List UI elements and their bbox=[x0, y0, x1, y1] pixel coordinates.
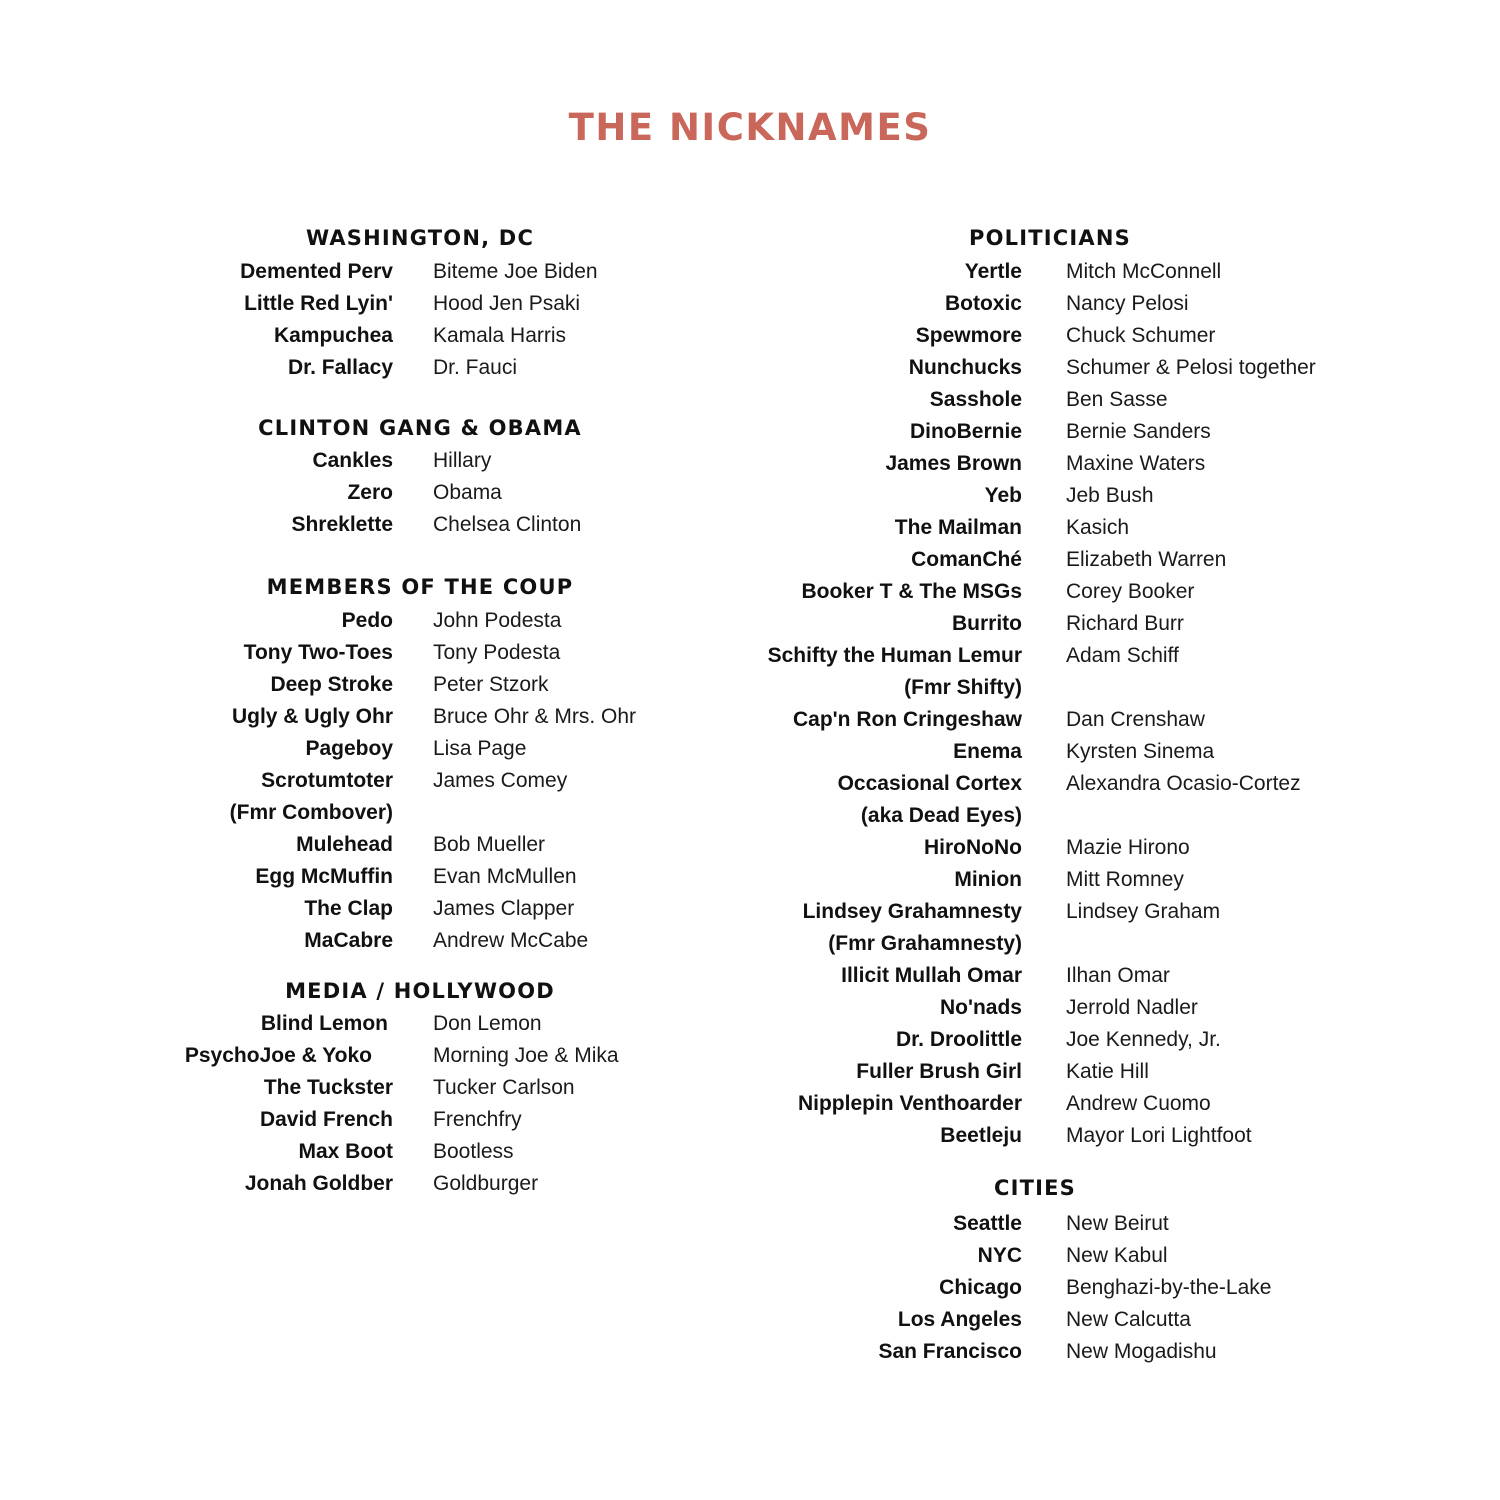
nickname-row bbox=[0, 480, 1154, 512]
real-name: Maxine Waters bbox=[1066, 452, 1206, 475]
real-name: Lisa Page bbox=[433, 737, 527, 760]
nickname: Cankles bbox=[312, 449, 393, 472]
real-name: Goldburger bbox=[433, 1172, 539, 1195]
nickname: (Fmr Grahamnesty) bbox=[828, 932, 1022, 955]
real-name: Benghazi-by-the-Lake bbox=[1066, 1276, 1272, 1299]
real-name: Tony Podesta bbox=[433, 641, 561, 664]
real-name: Chelsea Clinton bbox=[433, 513, 582, 536]
real-name: Dr. Fauci bbox=[433, 356, 518, 379]
nickname: Deep Stroke bbox=[270, 673, 393, 696]
nickname: HiroNoNo bbox=[924, 836, 1022, 859]
real-name: Biteme Joe Biden bbox=[433, 260, 598, 283]
section-heading-coup: MEMBERS OF THE COUP bbox=[266, 575, 574, 599]
nickname-row bbox=[0, 704, 1205, 736]
nickname-row bbox=[0, 672, 1022, 704]
nickname: Dr. Droolittle bbox=[895, 1028, 1022, 1051]
real-name: Hood Jen Psaki bbox=[433, 292, 581, 315]
nickname-row bbox=[0, 1272, 1272, 1304]
section-heading-clinton: CLINTON GANG & OBAMA bbox=[258, 416, 582, 440]
nickname: Kampuchea bbox=[273, 324, 393, 347]
real-name: Katie Hill bbox=[1066, 1060, 1149, 1083]
nickname: Pageboy bbox=[305, 737, 393, 760]
nickname-row bbox=[0, 960, 1170, 992]
nickname: Spewmore bbox=[915, 324, 1022, 347]
real-name: Adam Schiff bbox=[1066, 644, 1179, 667]
real-name: Elizabeth Warren bbox=[1066, 548, 1227, 571]
nickname: Mulehead bbox=[296, 833, 393, 856]
nickname-row bbox=[0, 800, 1022, 832]
nickname: Minion bbox=[954, 868, 1022, 891]
real-name: New Calcutta bbox=[1066, 1308, 1191, 1331]
nickname: Burrito bbox=[952, 612, 1022, 635]
nickname: NYC bbox=[977, 1244, 1022, 1267]
real-name: Hillary bbox=[433, 449, 492, 472]
nickname-row bbox=[0, 288, 1189, 320]
nickname: Illicit Mullah Omar bbox=[841, 964, 1022, 987]
real-name: Alexandra Ocasio-Cortez bbox=[1066, 772, 1301, 795]
real-name: Bernie Sanders bbox=[1066, 420, 1211, 443]
nickname-row bbox=[0, 544, 1227, 576]
nickname-row bbox=[0, 384, 1168, 416]
real-name: Obama bbox=[433, 481, 502, 504]
real-name: New Kabul bbox=[1066, 1244, 1168, 1267]
nickname: DinoBernie bbox=[909, 420, 1022, 443]
section-heading-media: MEDIA / HOLLYWOOD bbox=[285, 979, 555, 1003]
nickname-row bbox=[0, 448, 1206, 480]
real-name: Lindsey Graham bbox=[1066, 900, 1221, 923]
nickname: No'nads bbox=[939, 996, 1022, 1019]
nickname: Fuller Brush Girl bbox=[856, 1060, 1022, 1083]
nickname: Jonah Goldber bbox=[244, 1172, 393, 1195]
nickname-row bbox=[0, 832, 1190, 864]
nickname: PsychoJoe & Yoko bbox=[184, 1044, 372, 1067]
real-name: Tucker Carlson bbox=[433, 1076, 575, 1099]
nickname: Enema bbox=[953, 740, 1022, 763]
nickname: Yertle bbox=[964, 260, 1022, 283]
real-name: Joe Kennedy, Jr. bbox=[1066, 1028, 1221, 1051]
nickname: Schifty the Human Lemur bbox=[767, 644, 1022, 667]
nickname-row bbox=[0, 320, 1216, 352]
nickname: Lindsey Grahamnesty bbox=[802, 900, 1022, 923]
nickname: San Francisco bbox=[878, 1340, 1022, 1363]
nickname: The Tuckster bbox=[263, 1076, 393, 1099]
nickname-row bbox=[0, 416, 1211, 448]
nickname: Nunchucks bbox=[908, 356, 1022, 379]
nickname-row bbox=[0, 1088, 1211, 1120]
real-name: Peter Stzork bbox=[433, 673, 549, 696]
nickname: The Mailman bbox=[894, 516, 1022, 539]
real-name: Mitt Romney bbox=[1066, 868, 1184, 891]
real-name: Don Lemon bbox=[433, 1012, 542, 1035]
nickname: Yeb bbox=[984, 484, 1022, 507]
nickname: (Fmr Shifty) bbox=[904, 676, 1022, 699]
real-name: Bob Mueller bbox=[433, 833, 546, 856]
nickname: James Brown bbox=[885, 452, 1022, 475]
nickname: Chicago bbox=[939, 1276, 1022, 1299]
real-name: Mitch McConnell bbox=[1066, 260, 1222, 283]
nickname-row bbox=[0, 1168, 539, 1200]
real-name: New Beirut bbox=[1066, 1212, 1169, 1235]
nickname: Little Red Lyin' bbox=[244, 292, 393, 315]
nickname: Pedo bbox=[341, 609, 393, 632]
real-name: Ilhan Omar bbox=[1066, 964, 1170, 987]
nickname: Scrotumtoter bbox=[261, 769, 393, 792]
nickname-row bbox=[0, 928, 1022, 960]
nickname-row bbox=[0, 352, 1316, 384]
nickname: Egg McMuffin bbox=[255, 865, 393, 888]
nickname: Shreklette bbox=[291, 513, 393, 536]
nickname: Booker T & The MSGs bbox=[801, 580, 1022, 603]
nickname: (aka Dead Eyes) bbox=[860, 804, 1022, 827]
real-name: Bootless bbox=[433, 1140, 514, 1163]
nickname: Seattle bbox=[953, 1212, 1022, 1235]
nickname: Occasional Cortex bbox=[837, 772, 1022, 795]
nickname-row bbox=[0, 576, 1195, 608]
nickname-row bbox=[0, 1024, 1221, 1056]
nickname-row bbox=[0, 256, 1222, 288]
nickname-row bbox=[0, 1056, 1149, 1088]
nickname-row bbox=[0, 768, 1301, 800]
real-name: Corey Booker bbox=[1066, 580, 1195, 603]
nickname-row bbox=[0, 640, 1179, 672]
real-name: Nancy Pelosi bbox=[1066, 292, 1189, 315]
nickname-row bbox=[0, 992, 1198, 1024]
real-name: Richard Burr bbox=[1066, 612, 1184, 635]
real-name: Bruce Ohr & Mrs. Ohr bbox=[433, 705, 637, 728]
nickname: The Clap bbox=[304, 897, 393, 920]
section-heading-cities: CITIES bbox=[993, 1176, 1077, 1200]
nickname: Dr. Fallacy bbox=[287, 356, 393, 379]
real-name: Ben Sasse bbox=[1066, 388, 1168, 411]
real-name: James Clapper bbox=[433, 897, 575, 920]
real-name: Mayor Lori Lightfoot bbox=[1066, 1124, 1252, 1147]
real-name: Kyrsten Sinema bbox=[1066, 740, 1215, 763]
nickname-row bbox=[0, 1240, 1168, 1272]
real-name: Mazie Hirono bbox=[1066, 836, 1190, 859]
nickname-row bbox=[0, 864, 1184, 896]
real-name: Kamala Harris bbox=[433, 324, 567, 347]
real-name: Kasich bbox=[1066, 516, 1130, 539]
nickname: Max Boot bbox=[298, 1140, 393, 1163]
nickname: Demented Perv bbox=[240, 260, 393, 283]
nickname-row bbox=[0, 512, 1130, 544]
nickname-row bbox=[0, 896, 1221, 928]
nickname: ComanChé bbox=[911, 548, 1022, 571]
nickname: Cap'n Ron Cringeshaw bbox=[792, 708, 1022, 731]
nickname: David French bbox=[259, 1108, 393, 1131]
nickname: Botoxic bbox=[944, 292, 1022, 315]
nickname: Beetleju bbox=[940, 1124, 1022, 1147]
real-name: New Mogadishu bbox=[1066, 1340, 1217, 1363]
section-heading-politicians: POLITICIANS bbox=[969, 226, 1131, 250]
nickname: Sasshole bbox=[929, 388, 1022, 411]
page-title: THE NICKNAMES bbox=[568, 106, 932, 149]
real-name: Morning Joe & Mika bbox=[433, 1044, 619, 1067]
nickname: Blind Lemon bbox=[260, 1012, 388, 1035]
real-name: Jerrold Nadler bbox=[1066, 996, 1198, 1019]
real-name: Andrew Cuomo bbox=[1066, 1092, 1211, 1115]
nickname: Ugly & Ugly Ohr bbox=[231, 705, 393, 728]
real-name: Evan McMullen bbox=[433, 865, 577, 888]
nickname: (Fmr Combover) bbox=[229, 801, 393, 824]
real-name: James Comey bbox=[433, 769, 568, 792]
nickname: Zero bbox=[347, 481, 393, 504]
nickname-row bbox=[0, 1336, 1217, 1368]
nickname-row bbox=[0, 608, 1184, 640]
nickname: Tony Two-Toes bbox=[243, 641, 393, 664]
nickname-row bbox=[0, 1304, 1191, 1336]
nickname: Nipplepin Venthoarder bbox=[797, 1092, 1022, 1115]
nickname-row bbox=[0, 1120, 1252, 1152]
nickname: Los Angeles bbox=[897, 1308, 1022, 1331]
nickname-row bbox=[0, 736, 1215, 768]
real-name: Andrew McCabe bbox=[433, 929, 589, 952]
real-name: Jeb Bush bbox=[1066, 484, 1154, 507]
real-name: Frenchfry bbox=[433, 1108, 522, 1131]
nickname: MaCabre bbox=[304, 929, 393, 952]
section-heading-washington: WASHINGTON, DC bbox=[305, 226, 535, 250]
nickname-row bbox=[0, 1208, 1169, 1240]
real-name: Dan Crenshaw bbox=[1066, 708, 1205, 731]
real-name: John Podesta bbox=[433, 609, 562, 632]
real-name: Schumer & Pelosi together bbox=[1066, 356, 1316, 379]
real-name: Chuck Schumer bbox=[1066, 324, 1216, 347]
